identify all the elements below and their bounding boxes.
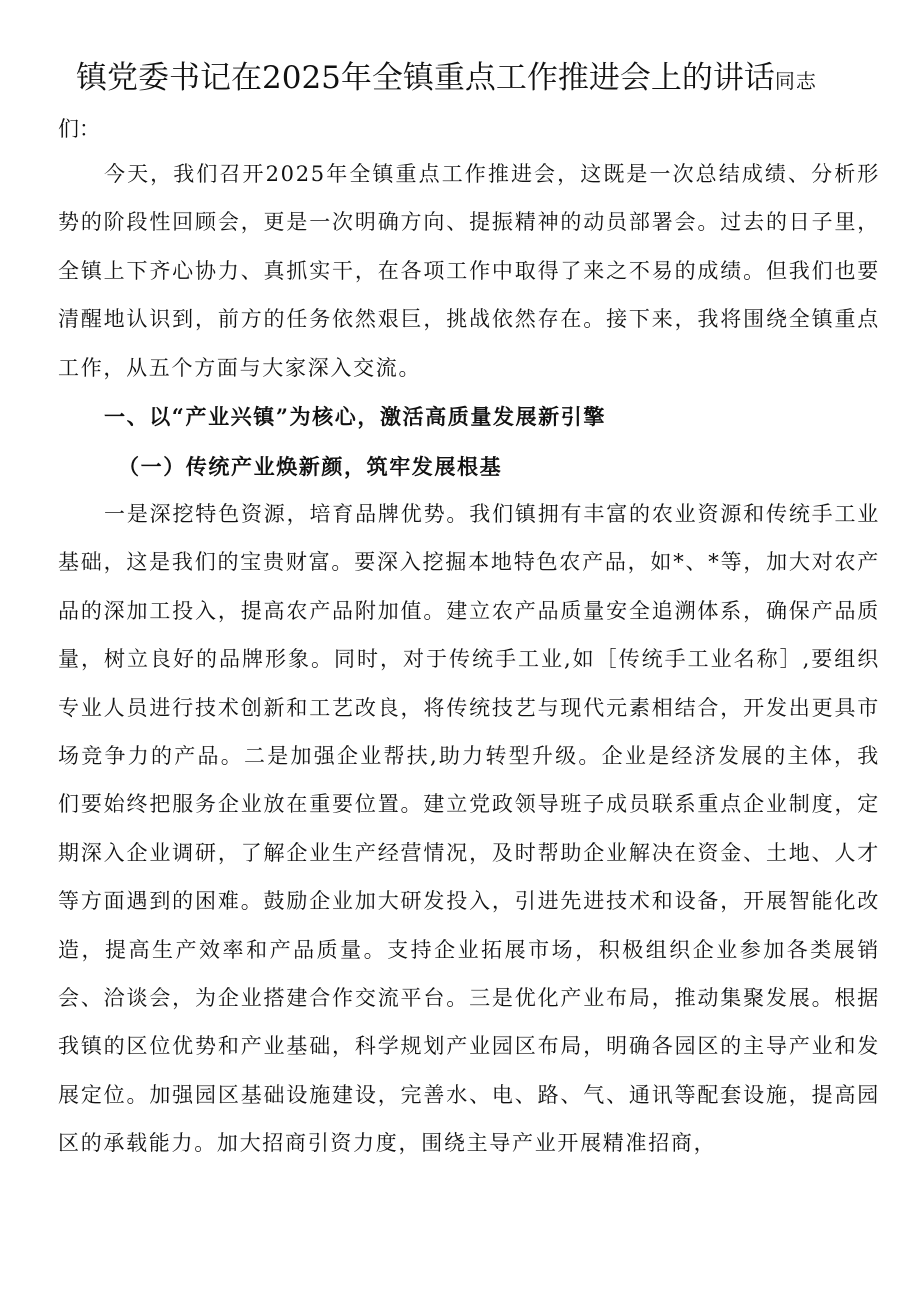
section-heading: 一、以“产业兴镇”为核心，激活高质量发展新引擎 xyxy=(104,404,606,429)
subsection-heading: （一）传统产业焕新颜，筑牢发展根基 xyxy=(118,454,503,479)
salutation-continuation: 们： xyxy=(58,117,100,141)
salutation-part1: 同志 xyxy=(774,69,817,93)
title-line xyxy=(76,56,896,103)
intro-paragraph: 今天，我们召开2025年全镇重点工作推进会，这既是一次总结成绩、分析形势的阶段性回顾会，更是一次明确方向、提振精神的动员部署会。过去的日子里，全镇上下齐心协力、真抓实干，在各项工作中取得了来之不易的成绩。但我们也要清醒地认识到，前方的任务依然艰巨，挑战依然存在。接下来，我将围绕全镇重点工作，从五个方面与大家深入交流。 xyxy=(58,162,880,380)
document-title: 镇党委书记在2025年全镇重点工作推进会上的讲话 xyxy=(76,60,775,96)
body-paragraph: 一是深挖特色资源，培育品牌优势。我们镇拥有丰富的农业资源和传统手工业基础，这是我们的宝贵财富。要深入挖掘本地特色农产品，如*、*等，加大对农产品的深加工投入，提高农产品附加值。建立农产品质量安全追溯体系，确保产品质量，树立良好的品牌形象。同时，对于传统手工业,如［传统手工业名称］,要组织专业人员进行技术创新和工艺改良，将传统技艺与现代元素相结合，开发出更具市场竞争力的产品。二是加强企业帮扶,助力转型升级。企业是经济发展的主体，我们要始终把服务企业放在重要位置。建立党政领导班子成员联系重点企业制度，定期深入企业调研，了解企业生产经营情况，及时帮助企业解决在资金、土地、人才等方面遇到的困难。鼓励企业加大研发投入，引进先进技术和设备，开展智能化改造，提高生产效率和产品质量。支持企业拓展市场，积极组织企业参加各类展销会、洽谈会，为企业搭建合作交流平台。三是优化产业布局，推动集聚发展。根据我镇的区位优势和产业基础，科学规划产业园区布局，明确各园区的主导产业和发展定位。加强园区基础设施建设，完善水、电、路、气、通讯等配套设施，提高园区的承载能力。加大招商引资力度，围绕主导产业开展精准招商， xyxy=(58,502,880,1156)
